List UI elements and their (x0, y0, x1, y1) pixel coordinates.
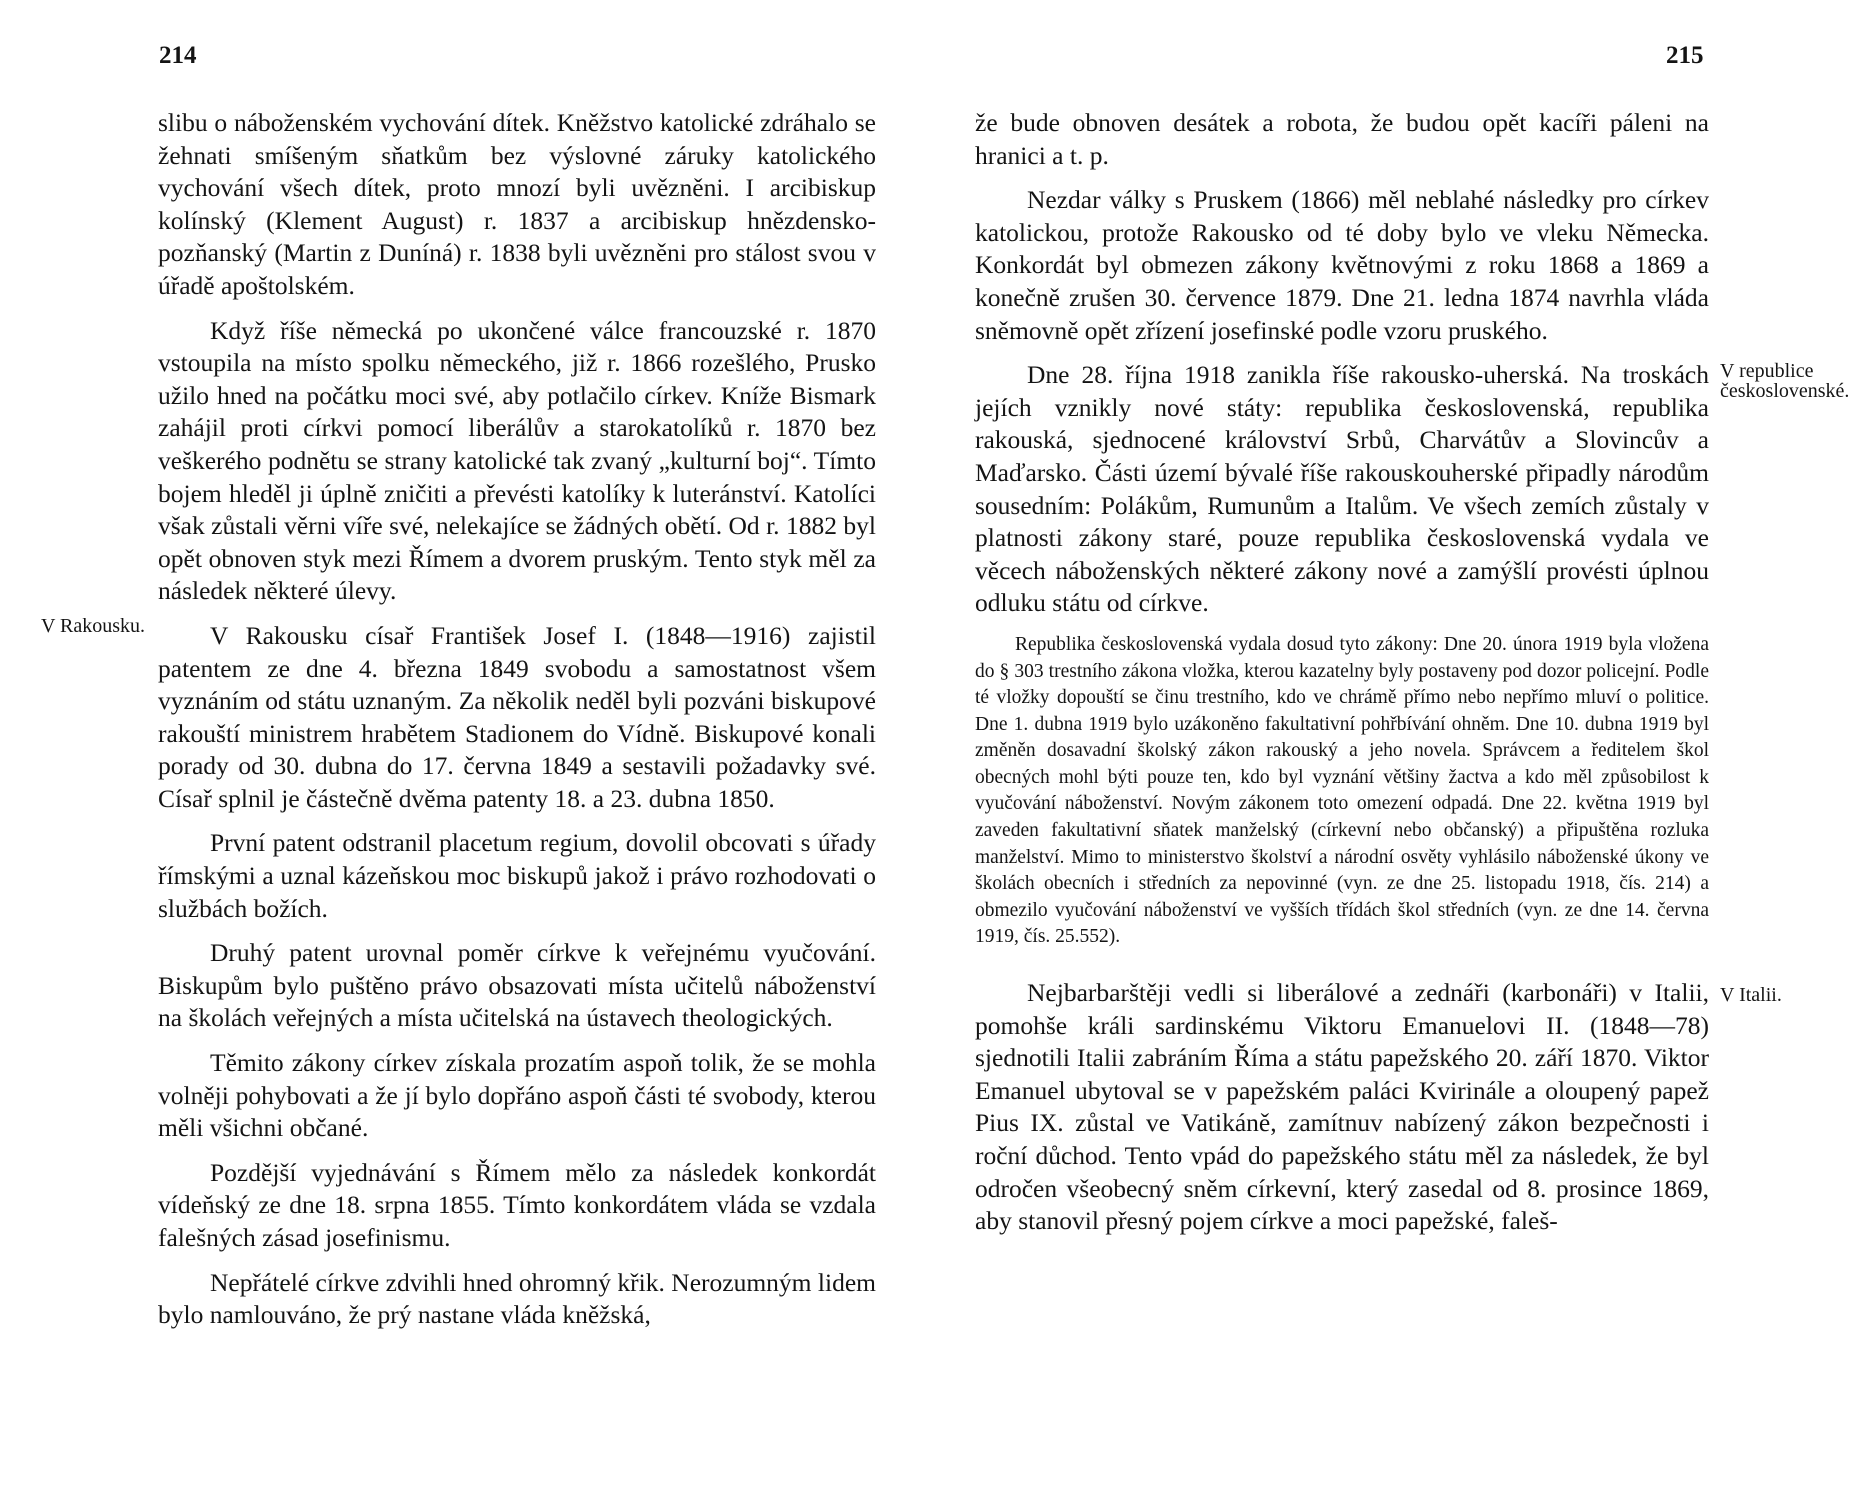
right-page (931, 0, 1862, 1500)
paragraph: slibu o náboženském vychování dítek. Kněžstvo katolické zdráhalo se žehnati smíšeným sňatkům bez výslovné záruky katolického vychování všech dítek, proto mnozí byli uvězněni. I arcibiskup kolínský (Klement August) r. 1837 a arcibiskup hnězdensko-pozňanský (Martin z Duníná) r. 1838 byli uvězněni pro stálost svou v úřadě apoštolském. (158, 108, 876, 300)
paragraph-republika (975, 359, 1850, 620)
margin-note-republika: V republice československé. (1720, 360, 1850, 403)
margin-note-rakousku: V Rakousku. (40, 614, 146, 637)
paragraph: že bude obnoven desátek a robota, že budou opět kacíři páleni na hranici a t. p. (975, 108, 1709, 170)
paragraph: Těmito zákony církev získala prozatím aspoň tolik, že se mohla volněji pohybovati a že jí bylo dopřáno aspoň části té svobody, kterou měli všichni občané. (158, 1048, 876, 1143)
paragraph: Když říše německá po ukončené válce francouzské r. 1870 vstoupila na místo spolku německého, již r. 1866 rozešlého, Prusko užilo hned na počátku moci své, aby potlačilo církev. Kníže Bismark zahájil proti církvi pomocí liberálův a starokatolíků r. 1870 bez veškerého podnětu se strany katolické tak zvaný „kulturní boj“. Tímto bojem hleděl ji úplně zničiti a převésti katolíky k luteránství. Katolíci však zůstali věrni víře své, nelekajíce se žádných obětí. Od r. 1882 byl opět obnoven styk mezi Římem a dvorem pruským. Tento styk měl za následek některé úlevy. (158, 315, 876, 606)
paragraph: Druhý patent urovnal poměr církve k veřejnému vyučování. Biskupům bylo puštěno právo obsazovati místa učitelů náboženství na školách veřejných a místa učitelská na ústavech theologických. (158, 938, 876, 1033)
paragraph-italii (975, 977, 1782, 1238)
paragraph-text: V Rakousku císař František Josef I. (1848—1916) zajistil patentem ze dne 4. března 1849 svobodu a samostatnost všem vyznáním od státu uznaným. Za několik neděl byli pozváni biskupové rakouští ministrem hrabětem Stadionem do Vídně. Biskupové konali porady od 30. dubna do 17. června 1849 a sestavili požadavky své. Císař splnil je částečně dvěma patenty 18. a 23. dubna 1850. (158, 620, 876, 813)
paragraph-text: Nejbarbarštěji vedli si liberálové a zednáři (karbonáři) v Italii, pomohše králi sardinskému Viktoru Emanuelovi II. (1848—78) sjednotili Italii zabráním Říma a státu papežského 20. září 1870. Viktor Emanuel ubytoval se v papežském paláci Kvirinále a oloupený papež Pius IX. zůstal ve Vatikáně, zamítnuv nabízený zákon bezpečnosti i roční důchod. Tento vpád do papežského státu měl za následek, že byl odročen všeobecný sněm církevní, který zasedal od 8. prosince 1869, aby stanovil přesný pojem církve a moci papežské, faleš- (975, 978, 1709, 1236)
paragraph: Pozdější vyjednávání s Římem mělo za následek konkordát vídeňský ze dne 18. srpna 1855. Tímto konkordátem vláda se vzdala falešných zásad josefinismu. (158, 1157, 876, 1252)
left-text-column (40, 107, 876, 1344)
margin-note-italii: V Italii. (1720, 984, 1782, 1007)
paragraph-text: Dne 28. října 1918 zanikla říše rakousko-uherská. Na troskách jejích vznikly nové státy: republika československá, republika rakouská, sjednocené království Srbů, Charvátův a Slovincův a Maďarsko. Části území bývalé říše rakouskouherské připadly národům sousedním: Polákům, Rumunům a Italům. Ve všech zemích zůstaly v platnosti zákony staré, pouze republika československá vydala ve věcech náboženských některé zákony nové a zamýšlí provésti úplnou odluku státu od církve. (975, 360, 1709, 618)
page-number-right: 215 (1666, 42, 1704, 69)
right-text-column (975, 107, 1850, 1250)
paragraph-rakousku (40, 614, 876, 816)
paragraph: První patent odstranil placetum regium, dovolil obcovati s úřady římskými a uznal kázeňskou moc biskupů jakož i právo rozhodovati o službách božích. (158, 828, 876, 923)
paragraph: Nezdar války s Pruskem (1866) měl neblahé následky pro církev katolickou, protože Rakousko od té doby bylo ve vleku Německa. Konkordát byl obmezen zákony květnovými z roku 1868 a 1869 a konečně zrušen 30. července 1879. Dne 21. ledna 1874 navrhla vláda sněmovně opět zřízení josefinské podle vzoru pruského. (975, 185, 1709, 345)
small-print-paragraph: Republika československá vydala dosud tyto zákony: Dne 20. února 1919 byla vložena do § 303 trestního zákona vložka, kterou kazatelny byly postaveny pod dozor policejní. Podle té vložky dopouští se činu trestního, kdo ve chrámě přímo nebo nepřímo mluví o politice. Dne 1. dubna 1919 bylo uzákoněno fakultativní pohřbívání ohněm. Dne 10. dubna 1919 byl změněn dosavadní školský zákon rakouský a jeho novela. Správcem a ředitelem škol obecných mohl býti pouze ten, kdo byl vyznání většiny žactva a kdo měl způsobilost k vyučování náboženství. Novým zákonem toto omezení odpadá. Dne 22. května 1919 byl zaveden fakultativní sňatek manželský (církevní nebo občanský) a připuštěna rozluka manželství. Mimo to ministerstvo školství a národní osvěty vyhlásilo náboženské úkony ve školách obecních i středních za nepovinné (vyn. ze dne 25. listopadu 1918, čís. 214) a obmezilo vyučování náboženství ve vyšších třídách škol středních (vyn. ze dne 14. června 1919, čís. 25.552). (975, 633, 1709, 948)
page-number-left: 214 (159, 42, 197, 69)
paragraph: Nepřátelé církve zdvihli hned ohromný křik. Nerozumným lidem bylo namlouváno, že prý nastane vláda kněžská, (158, 1267, 876, 1330)
